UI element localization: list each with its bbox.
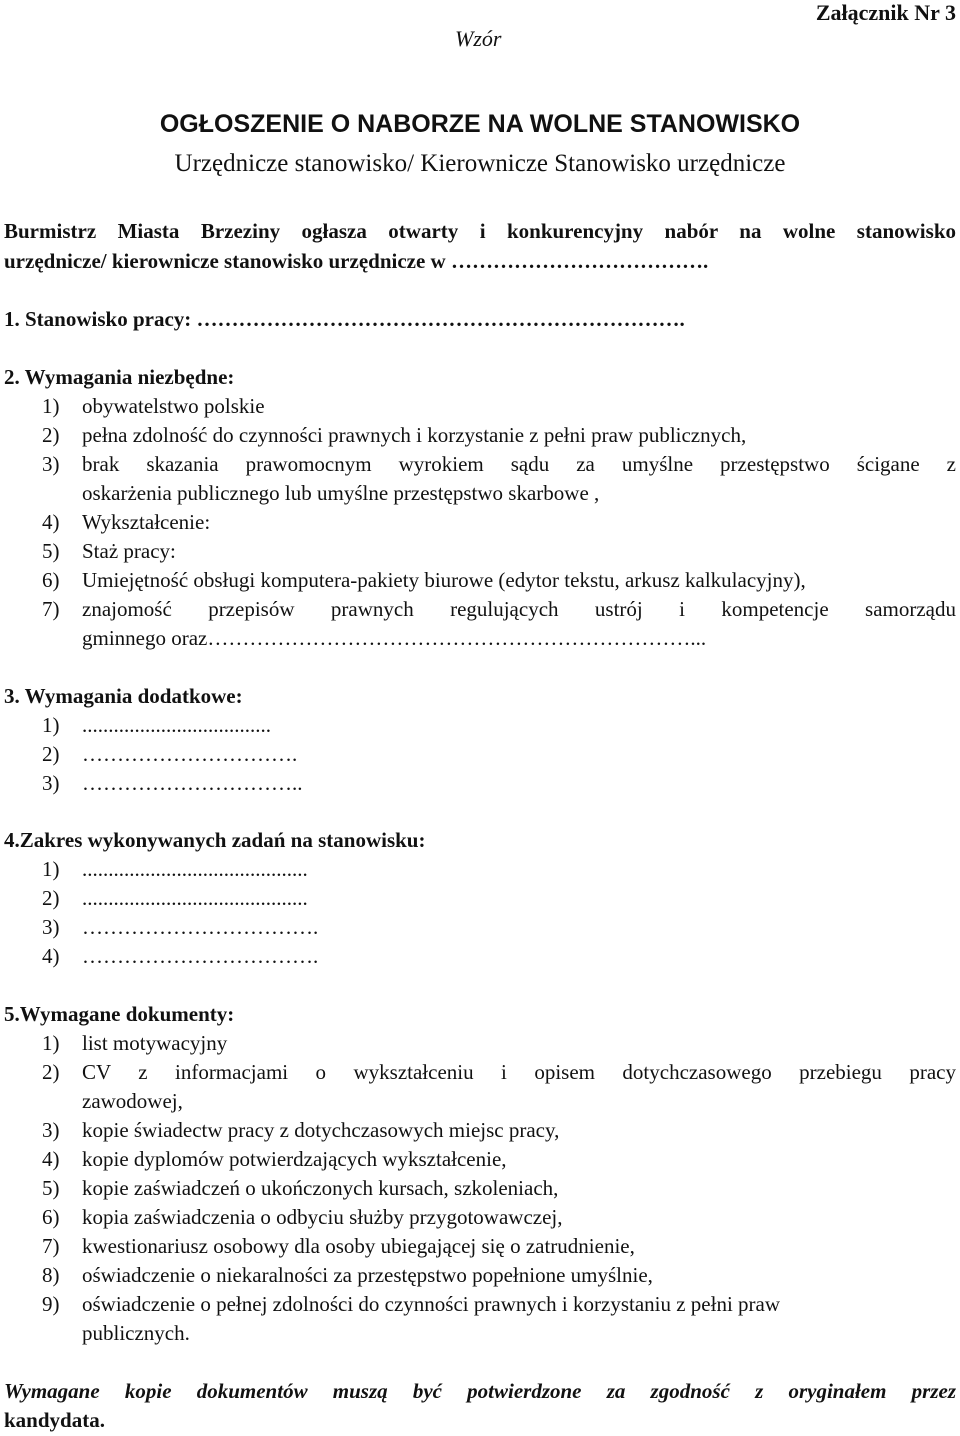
list-item-text: .................................... [82, 713, 271, 737]
page-title: OGŁOSZENIE O NABORZE NA WOLNE STANOWISKO [159, 110, 801, 138]
list-item [42, 1234, 635, 1259]
list-item [42, 1205, 563, 1230]
list-item-text: brak skazania prawomocnym wyrokiem sądu za umyślne przestępstwo ścigane z [82, 452, 956, 476]
list-item-number: 1) [42, 394, 60, 418]
list-item-text: kopia zaświadczenia o odbyciu służby przygotowawczej, [82, 1205, 563, 1229]
list-item-text: kopie dyplomów potwierdzających wykształcenie, [82, 1147, 507, 1171]
intro-line-2: urzędnicze/ kierownicze stanowisko urzędnicze w ………………………………. [4, 249, 709, 273]
list-item-number: 2) [42, 1060, 60, 1084]
list-item-text: ........................................... [82, 857, 308, 881]
list-item-text: ……………………………. [82, 944, 319, 968]
list-item-number: 3) [42, 771, 60, 795]
wzor-label: Wzór [455, 26, 502, 51]
section-1-position: 1. Stanowisko pracy: ……………………………………………………………. [4, 307, 685, 331]
list-item-number: 6) [42, 568, 60, 592]
list-item-text: …………………………. [82, 742, 298, 766]
list-item-text: Wykształcenie: [82, 510, 211, 534]
list-item-number: 1) [42, 857, 60, 881]
list-item [42, 1118, 559, 1143]
list-item-text: ………………………….. [82, 771, 303, 795]
list-item-number: 5) [42, 1176, 60, 1200]
list-item-number: 2) [42, 742, 60, 766]
page-subtitle: Urzędnicze stanowisko/ Kierownicze Stanowisko urzędnicze [174, 150, 786, 177]
list-item-text: Staż pracy: [82, 539, 176, 563]
list-item [42, 1176, 558, 1201]
list-item-text: kopie zaświadczeń o ukończonych kursach, szkoleniach, [82, 1176, 559, 1200]
annex-label: Załącznik Nr 3 [815, 0, 956, 25]
list-item-text: ……………………………. [82, 915, 319, 939]
list-item [42, 510, 210, 535]
list-item [42, 857, 308, 882]
list-item [42, 1292, 780, 1317]
section-2-heading: 2. Wymagania niezbędne: [4, 365, 235, 389]
list-item-number: 4) [42, 944, 60, 968]
list-item-continuation: publicznych. [82, 1321, 190, 1345]
section-3-heading: 3. Wymagania dodatkowe: [4, 684, 243, 708]
list-item-text: znajomość przepisów prawnych regulujących ustrój i kompetencje samorządu [82, 597, 956, 621]
list-item-text: obywatelstwo polskie [82, 394, 265, 418]
list-item-number: 7) [42, 1234, 60, 1258]
list-item [42, 597, 956, 622]
list-item [42, 713, 271, 738]
list-item-number: 1) [42, 713, 60, 737]
list-item [42, 423, 746, 448]
list-item-text: Umiejętność obsługi komputera-pakiety biurowe (edytor tekstu, arkusz kalkulacyjny), [82, 568, 806, 592]
list-item-text: oświadczenie o pełnej zdolności do czynności prawnych i korzystaniu z pełni praw [82, 1292, 781, 1316]
footer-note-line-1: Wymagane kopie dokumentów muszą być potwierdzone za zgodność z oryginałem przez [4, 1379, 956, 1403]
list-item-number: 1) [42, 1031, 60, 1055]
list-item-text: kopie świadectw pracy z dotychczasowych miejsc pracy, [82, 1118, 560, 1142]
list-item-text: pełna zdolność do czynności prawnych i korzystanie z pełni praw publicznych, [82, 423, 747, 447]
list-item-number: 2) [42, 886, 60, 910]
list-item [42, 742, 297, 767]
list-item [42, 539, 176, 564]
list-item-number: 8) [42, 1263, 60, 1287]
list-item-text: ........................................... [82, 886, 308, 910]
list-item [42, 944, 318, 969]
list-item-continuation: oskarżenia publicznego lub umyślne przestępstwo skarbowe , [82, 481, 600, 505]
list-item [42, 1263, 653, 1288]
list-item-number: 3) [42, 915, 60, 939]
list-item-text: oświadczenie o niekaralności za przestępstwo popełnione umyślnie, [82, 1263, 653, 1287]
footer-note-line-2: kandydata. [4, 1408, 105, 1432]
list-item-continuation: gminnego oraz……………………………………………………………... [82, 626, 707, 650]
intro-line-1: Burmistrz Miasta Brzeziny ogłasza otwarty i konkurencyjny nabór na wolne stanowisko [4, 219, 956, 243]
list-item-number: 6) [42, 1205, 60, 1229]
list-item [42, 1060, 956, 1085]
list-item [42, 568, 806, 593]
list-item-text: list motywacyjny [82, 1031, 228, 1055]
list-item [42, 1147, 507, 1172]
section-5-heading: 5.Wymagane dokumenty: [4, 1002, 235, 1026]
list-item-number: 5) [42, 539, 60, 563]
list-item-number: 4) [42, 510, 60, 534]
list-item-continuation: zawodowej, [82, 1089, 183, 1113]
list-item-number: 2) [42, 423, 60, 447]
list-item-number: 3) [42, 452, 60, 476]
list-item-number: 4) [42, 1147, 60, 1171]
list-item [42, 915, 318, 940]
list-item [42, 886, 308, 911]
list-item-text: kwestionariusz osobowy dla osoby ubiegającej się o zatrudnienie, [82, 1234, 635, 1258]
list-item-number: 3) [42, 1118, 60, 1142]
list-item-text: CV z informacjami o wykształceniu i opisem dotychczasowego przebiegu pracy [82, 1060, 956, 1084]
list-item-number: 7) [42, 597, 60, 621]
list-item [42, 1031, 227, 1056]
list-item [42, 771, 303, 796]
list-item-number: 9) [42, 1292, 60, 1316]
section-4-heading: 4.Zakres wykonywanych zadań na stanowisku: [4, 828, 426, 852]
list-item [42, 452, 956, 477]
list-item [42, 394, 265, 419]
